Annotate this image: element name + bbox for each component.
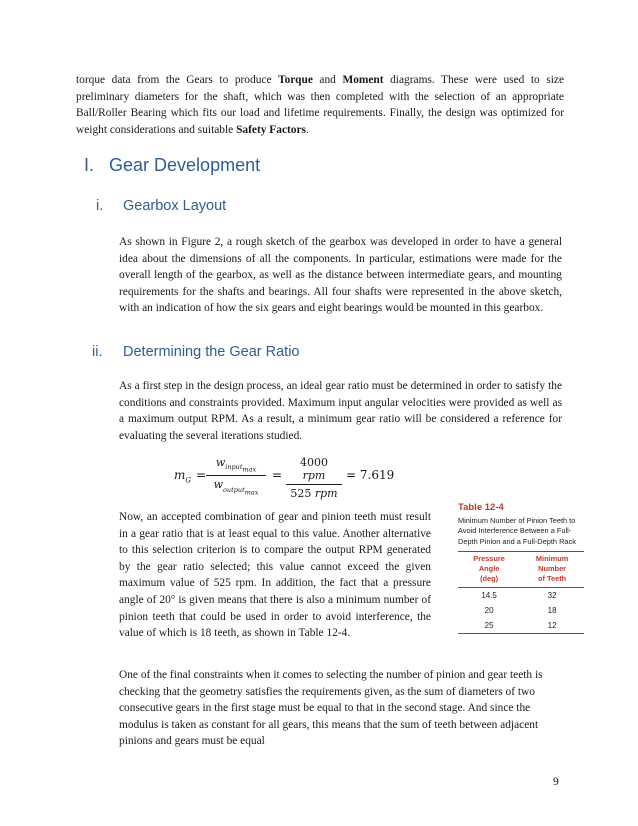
numerator-subsubscript: max: [242, 465, 257, 474]
header-line: Minimum: [535, 554, 569, 564]
equation-symbolic-fraction: [206, 456, 266, 496]
section-number: I.: [84, 155, 95, 175]
pinion-teeth-table: [458, 502, 584, 634]
equation-result: = 7.619: [346, 468, 395, 482]
header-line: (deg): [480, 573, 499, 583]
equation-lhs-symbol: m: [174, 468, 186, 482]
header-line: Number: [538, 564, 567, 574]
intro-text-2: and: [312, 74, 343, 86]
equation-equals-sign: =: [272, 468, 283, 482]
numerator-unit: rpm: [302, 469, 326, 482]
numerator-subscript: input: [225, 463, 243, 472]
gear-ratio-paragraph: As a first step in the design process, an ideal gear ratio must be determined in order to satisfy the conditions and constraints provided. Maximum input angular velocities were provided as well as a maximum output RPM. As a result, a minimum gear ratio will be considered a reference for evaluating the several iterations studied.: [119, 380, 562, 442]
table-cell: 32: [547, 590, 557, 600]
intro-paragraph: [76, 72, 564, 138]
table-row: [458, 618, 584, 634]
table-header-pressure-angle: [458, 552, 520, 587]
header-line: of Teeth: [538, 573, 567, 583]
table-cell: 14.5: [481, 590, 497, 600]
table-header-minimum-teeth: [520, 552, 584, 587]
header-line: Angle: [478, 564, 500, 574]
subsection-title: Determining the Gear Ratio: [123, 344, 300, 360]
subsection-title: Gearbox Layout: [123, 198, 227, 214]
numerator-variable: w: [215, 456, 226, 469]
intro-text-1: torque data from the Gears to produce: [76, 74, 279, 86]
equation-numeric-numerator: [286, 456, 342, 485]
intro-text-3: diagrams. These were used to size preliminary diameters for the shaft, which was then completed with the selection of an appropriate Ball/Roller Bearing which fits our load and lifetime requirements. Finally, the design was optimized for weight considerations and suitable: [76, 74, 565, 136]
denominator-unit: rpm: [314, 487, 338, 500]
denominator-value: 525: [290, 487, 312, 500]
table-caption: Minimum Number of Pinion Teeth to Avoid Interference Between a Full-Depth Pinion and a Full-Depth Rack: [458, 516, 576, 546]
intro-bold-torque: Torque: [278, 74, 313, 86]
section-heading: [84, 155, 260, 176]
table-row: [458, 603, 584, 618]
gear-ratio-equation: [174, 456, 414, 500]
equation-numeric-fraction: [286, 456, 342, 500]
equation-numeric-denominator: [286, 485, 342, 500]
teeth-combination-paragraph: Now, an accepted combination of gear and pinion teeth must result in a gear ratio that is at least equal to this value. Another alternative to this selection criterion is to compare the output RPM generated by the gear ratio selected; this value cannot exceed the given maximum value of 525 rpm. In addition, the fact that a pressure angle of 20° is given means that there is also a minimum number of pinion teeth that could be used in order to avoid interference, the value of which is 18 teeth, as shown in Table 12-4.: [119, 511, 431, 640]
equation-lhs-subscript: G: [185, 476, 191, 485]
section-title: Gear Development: [109, 155, 261, 175]
equation-denominator: [206, 476, 266, 495]
subsection-number: i.: [96, 198, 104, 214]
gearbox-layout-paragraph: As shown in Figure 2, a rough sketch of the gearbox was developed in order to have a general idea about the dimensions of all the components. In particular, estimations were made for the overall length of the gearbox, as well as the distance between intermediate gears, and mounting requirements for the shafts and bearings. All four shafts were represented in the above sketch, with an indication of how the six gears and eight bearings would be mounted in this gearbox.: [119, 236, 562, 315]
numerator-value: 4000: [300, 456, 328, 469]
table-cell: 18: [547, 605, 557, 615]
page-number: 9: [553, 776, 559, 788]
equation-numerator: [206, 456, 266, 476]
table-header-row: [458, 552, 584, 587]
table-grid: [458, 551, 584, 633]
subsection-number: ii.: [92, 344, 103, 360]
table-cell: 20: [484, 605, 494, 615]
equation-equals-sign: =: [196, 468, 207, 482]
table-row: [458, 587, 584, 603]
denominator-variable: w: [213, 478, 224, 492]
subsection-heading-gear-ratio: [92, 344, 300, 360]
denominator-subscript: output: [223, 485, 245, 494]
geometry-constraint-paragraph: One of the final constraints when it comes to selecting the number of pinion and gear teeth is checking that the geometry satisfies the requirements given, as the sum of diameters of two consecutive gears in the first stage must be equal to that in the second stage. And since the modulus is taken as constant for all gears, this means that the sum of teeth between adjacent pinions and gears must be equal: [119, 669, 543, 748]
intro-text-4: .: [305, 123, 309, 136]
equation-lhs: [174, 468, 191, 484]
table-cell: 25: [484, 620, 494, 630]
denominator-subsubscript: max: [244, 487, 259, 496]
table-cell: 12: [547, 620, 557, 630]
intro-bold-moment: Moment: [342, 74, 384, 86]
intro-bold-safety-factors: Safety Factors: [236, 123, 306, 136]
table-title: Table 12-4: [458, 502, 504, 513]
header-line: Pressure: [473, 554, 505, 564]
subsection-heading-gearbox-layout: [96, 198, 226, 214]
